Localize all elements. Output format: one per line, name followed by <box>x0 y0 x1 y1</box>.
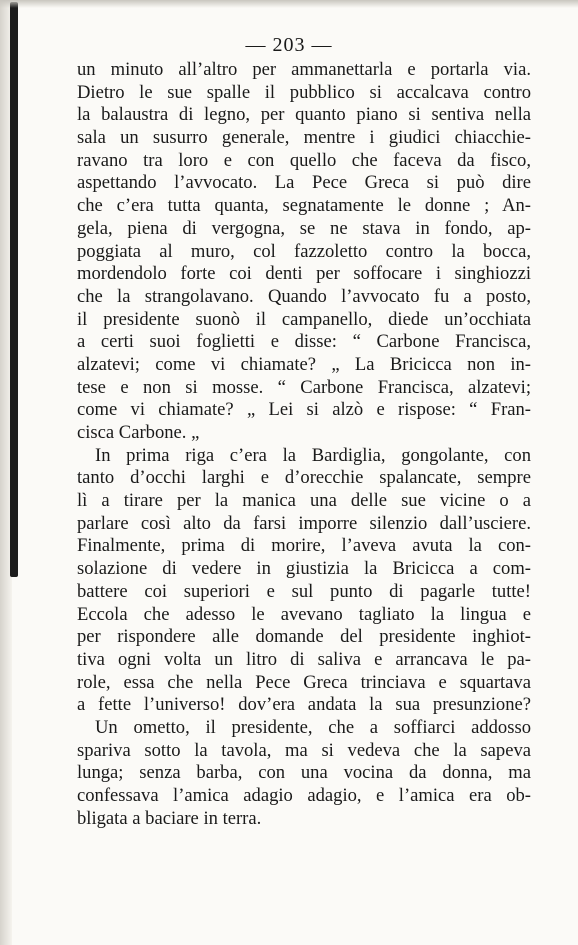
text-line: bligata a baciare in terra. <box>77 807 262 829</box>
text-line: In prima riga c’era la Bardiglia, gongolante, con <box>95 444 531 466</box>
text-line: la balaustra di legno, per quanto piano si sentiva nella <box>77 104 531 126</box>
binding-edge-mark <box>10 2 18 577</box>
text-line: Eccola che adesso le avevano tagliato la lingua e <box>77 603 531 625</box>
text-line: poggiata al muro, col fazzoletto contro la bocca, <box>77 240 531 262</box>
text-line: spariva sotto la tavola, ma si vedeva che la sapeva <box>77 739 531 761</box>
top-edge-shadow <box>0 0 578 8</box>
text-line: tanto d’occhi larghi e d’orecchie spalancate, sempre <box>77 467 531 489</box>
text-line: lì a tirare per la manica una delle sue vicine o a <box>77 490 531 512</box>
text-line: aspettando l’avvocato. La Pece Greca si può dire <box>77 172 531 194</box>
text-line: parlare così alto da farsi imporre silenzio dall’usciere. <box>77 512 531 534</box>
text-line: a fette l’universo! dov’era andata la sua presunzione? <box>77 694 531 716</box>
text-line: a certi suoi foglietti e disse: “ Carbone Francisca, <box>77 331 531 353</box>
text-line: che la strangolavano. Quando l’avvocato fu a posto, <box>77 285 531 307</box>
text-line: Dietro le sue spalle il pubblico si accalcava contro <box>77 81 531 103</box>
text-line: role, essa che nella Pece Greca trinciava e squartava <box>77 671 531 693</box>
text-line: come vi chiamate? „ Lei si alzò e rispose: “ Fran- <box>77 399 531 421</box>
text-line: ravano tra loro e con quello che faceva da fisco, <box>77 149 531 171</box>
text-line: un minuto all’altro per ammanettarla e portarla via. <box>77 59 531 80</box>
page-number: — 203 — <box>245 34 333 56</box>
text-line: tese e non si mosse. “ Carbone Francisca, alzatevi; <box>77 376 531 398</box>
text-line: che c’era tutta quanta, segnatamente le donne ; An- <box>77 195 531 217</box>
text-line: sala un susurro generale, mentre i giudici chiacchie- <box>77 127 531 149</box>
text-line: cisca Carbone. „ <box>77 422 200 443</box>
text-line: mordendolo forte coi denti per soffocare i singhiozzi <box>77 263 531 285</box>
text-line: battere coi superiori e sul punto di pagarle tutte! <box>77 580 531 602</box>
text-line: tiva ogni volta un litro di saliva e arrancava le pa- <box>77 648 531 670</box>
text-line: lunga; senza barba, con una vocina da donna, ma <box>77 762 531 784</box>
text-line: confessava l’amica adagio adagio, e l’amica era ob- <box>77 785 531 806</box>
text-line: gela, piena di vergogna, se ne stava in fondo, ap- <box>77 217 531 239</box>
text-line: Finalmente, prima di morire, l’aveva avuta la con- <box>77 535 531 557</box>
text-line: per rispondere alle domande del presidente inghiot- <box>77 626 531 648</box>
page-text <box>77 59 531 830</box>
text-line: Un ometto, il presidente, che a soffiarci addosso <box>95 716 531 738</box>
text-line: solazione di vedere in giustizia la Bricicca a com- <box>77 558 531 580</box>
text-line: alzatevi; come vi chiamate? „ La Bricicca non in- <box>77 353 531 375</box>
text-line: il presidente suonò il campanello, diede un’occhiata <box>77 308 531 330</box>
